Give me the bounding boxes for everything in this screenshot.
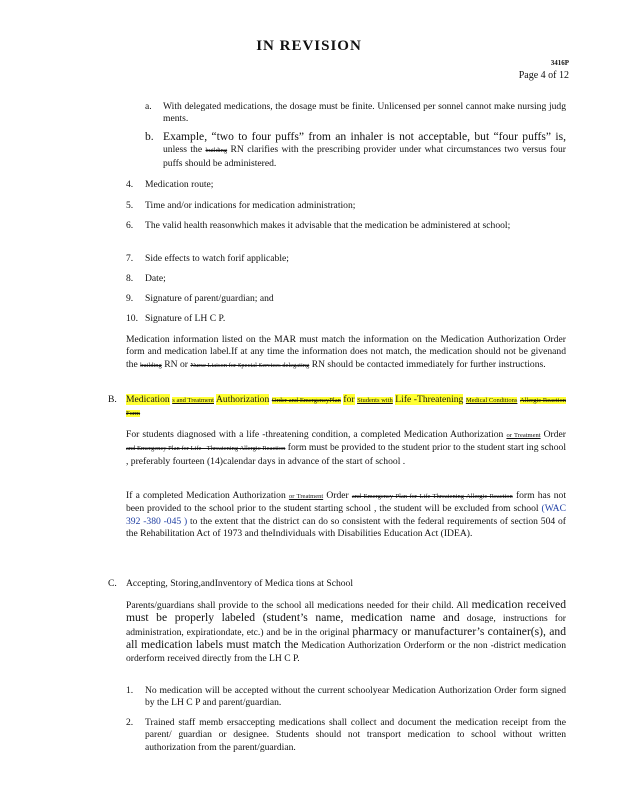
section-marker: C. (108, 578, 117, 589)
text-run: RN should be contacted immediately for further instructions. (311, 358, 546, 370)
text-run: unless the (163, 144, 203, 156)
list-number: 2. (126, 717, 134, 728)
example-lead: Example, “two to four puffs” from an inhaler is not acceptable, but “four puffs” is, (163, 130, 566, 143)
heading-text: Life -Threatening (395, 394, 464, 405)
text-run: RN clarifies with the prescribing provider under what circumstances two versus four puffs should be administered. (163, 144, 566, 169)
list-text: Time and/or indications for medication administration; (145, 200, 356, 211)
text-run: Parents/guardians shall provide to the school all medications needed for their child. All (126, 600, 469, 611)
text-run: form must be provided to the student prior to the student start ing school , preferably fourteen (14)calendar days in advance of the start of school . (126, 442, 566, 467)
list-number: 5. (126, 200, 134, 211)
section-heading (126, 394, 566, 421)
text-run: to the extent that the district can do so consistent with the federal requirements of section 504 of the Rehabilitation Act of 1973 and theIndividuals with Disabilities Education Act (IDEA). (126, 515, 566, 540)
list-text: The valid health reasonwhich makes it advisable that the medication be administered at school; (145, 220, 511, 231)
list-number: 9. (126, 293, 134, 304)
text-run: Order (326, 490, 349, 501)
section-marker: B. (108, 394, 117, 405)
page-number: Page 4 of 12 (518, 70, 569, 81)
text-run: medication received must be properly labeled (student’s name, medication name and (126, 598, 566, 625)
heading-text: Authorization (215, 394, 270, 405)
list-text: Trained staff memb ersaccepting medications shall collect and document the medication receipt from the parent/ guardian or designee. Students should not transport medication to school without written authorization from the parent/guardian. (145, 717, 566, 753)
list-number: 8. (126, 273, 134, 284)
wac-citation: (WAC 392 -380 -045 ) (126, 503, 567, 527)
list-text: Side effects to watch forif applicable; (145, 253, 289, 264)
sub-item-text (163, 131, 566, 170)
list-text: Signature of LH C P. (145, 313, 226, 324)
inserted-text: Students with (357, 397, 393, 404)
text-run: Order (543, 429, 566, 440)
inserted-text: Medical Conditions (465, 397, 518, 404)
policy-code: 3416P (550, 59, 569, 67)
paragraph-c1 (126, 599, 566, 665)
struck-text: and Emergency Plan for Life Threatening Allergic Reaction (351, 493, 513, 500)
sub-item-text: With delegated medications, the dosage must be finite. Unlicensed per sonnel cannot make nursing judg ments. (163, 101, 566, 125)
list-number: 1. (126, 685, 134, 696)
struck-text: and Emergency Plan for Life - Threatening Allergic Reaction (126, 445, 286, 453)
paragraph-b2 (126, 490, 566, 541)
list-text: No medication will be accepted without the current schoolyear Medication Authorization Order form signed by the LH C P and parent/guardian. (145, 685, 566, 709)
heading-text: for (343, 394, 355, 405)
text-run: For students diagnosed with a life -threatening condition, a completed Medication Authorization (126, 429, 504, 440)
text-run: form has not been provided to the school prior to the student starting school , the student will be excluded from school (126, 490, 566, 515)
struck-text: Allergic Reaction Form (126, 397, 566, 418)
mar-paragraph (126, 334, 566, 372)
sub-item-marker: b. (145, 130, 154, 143)
list-number: 7. (126, 253, 134, 264)
text-run: pharmacy or manufacturer’s container(s), and all medication labels must match the (126, 624, 567, 652)
page-title: IN REVISION (256, 38, 362, 54)
text-run: Medication Authorization Orderform or the non -district medication orderform received directly from the LH C P. (126, 640, 567, 664)
list-number: 6. (126, 220, 134, 231)
paragraph-b1 (126, 429, 566, 468)
inserted-text: or Treatment (288, 493, 324, 500)
inserted-text: s and Treatment (172, 397, 214, 404)
text-run: Medication information listed on the MAR must match the information on the Medication Authorization Order form and medication label.If at any time the information does not match, the medication should not be givenand the (126, 334, 566, 370)
list-text: Medication route; (145, 179, 214, 190)
struck-text: building (205, 147, 228, 155)
inserted-text: or Treatment (506, 432, 541, 439)
struck-text: Order and EmergencyPlan (271, 397, 341, 404)
sub-item-marker: a. (145, 101, 152, 112)
list-text: Signature of parent/guardian; and (145, 293, 274, 304)
text-run: If a completed Medication Authorization (126, 490, 286, 501)
heading-text: Medication (126, 394, 170, 405)
text-run: RN or (164, 358, 188, 370)
struck-text: building (140, 361, 162, 369)
text-run: dosage, instructions for administration, expirationdate, etc.) and be in the original (126, 613, 566, 638)
section-heading: Accepting, Storing,andInventory of Medica tions at School (126, 578, 354, 589)
list-text: Date; (145, 273, 166, 284)
struck-text: Nurse Liaison for Special Services delegating (190, 361, 310, 369)
list-number: 10. (126, 313, 138, 324)
list-number: 4. (126, 179, 134, 190)
